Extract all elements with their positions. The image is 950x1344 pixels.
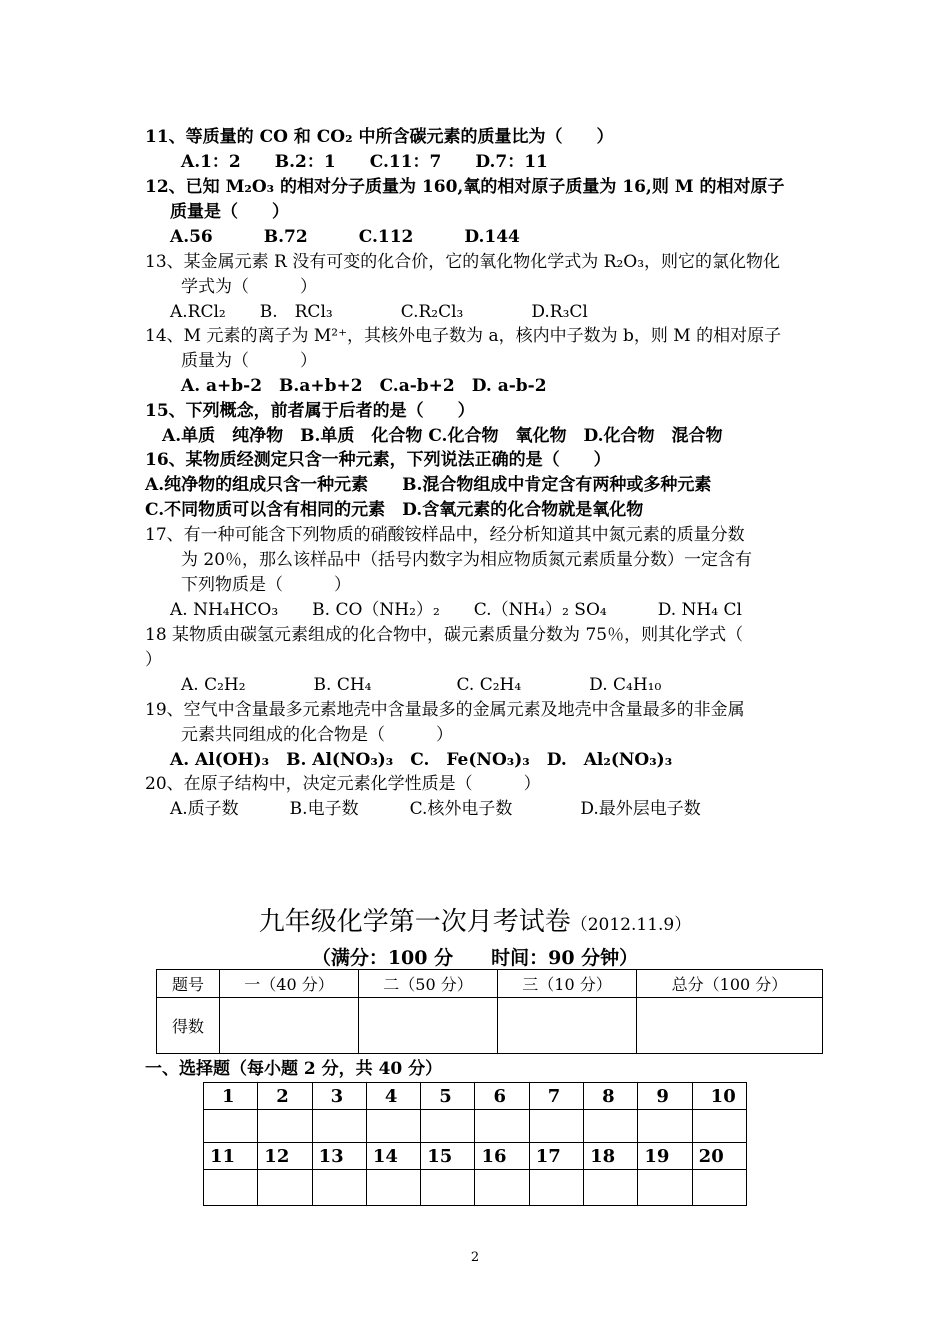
answer-number: 12 <box>258 1143 312 1170</box>
question-14-options: A. a+b-2 B.a+b+2 C.a-b+2 D. a-b-2 <box>181 376 547 396</box>
score-cell[interactable] <box>637 998 823 1054</box>
answer-cell[interactable] <box>692 1170 746 1206</box>
exam-date: （2012.11.9） <box>570 915 692 935</box>
answer-number: 1 <box>204 1083 258 1110</box>
answer-cell[interactable] <box>312 1170 366 1206</box>
score-header-label: 题号 <box>157 970 220 998</box>
answer-number: 15 <box>421 1143 475 1170</box>
question-13-options: A.RCl₂ B. RCl₃ C.R₂Cl₃ D.R₃Cl <box>170 302 588 322</box>
question-20-options: A.质子数 B.电子数 C.核外电子数 D.最外层电子数 <box>170 799 701 819</box>
answer-number: 8 <box>584 1083 638 1110</box>
answer-cell[interactable] <box>475 1110 529 1143</box>
answer-number: 4 <box>366 1083 420 1110</box>
question-17-cont: 为 20％，那么该样品中（括号内数字为相应物质氮元素质量分数）一定含有 <box>181 550 753 570</box>
score-table <box>156 969 823 1054</box>
answer-cell[interactable] <box>366 1110 420 1143</box>
answer-number: 19 <box>638 1143 692 1170</box>
answer-number: 2 <box>258 1083 312 1110</box>
exam-subtitle: （满分：100 分 时间：90 分钟） <box>311 947 639 969</box>
score-cell[interactable] <box>498 998 637 1054</box>
answer-number: 6 <box>475 1083 529 1110</box>
question-13-cont: 学式为（ ） <box>181 277 317 297</box>
question-19-options: A. Al(OH)₃ B. Al(NO₃)₃ C. Fe(NO₃)₃ D. Al₂(NO₃)₃ <box>170 750 673 770</box>
score-cell[interactable] <box>220 998 359 1054</box>
question-19-cont: 元素共同组成的化合物是（ ） <box>181 725 453 745</box>
answer-cell[interactable] <box>529 1110 583 1143</box>
score-row-label: 得数 <box>157 998 220 1054</box>
answer-cell[interactable] <box>421 1170 475 1206</box>
question-15: 15、下列概念，前者属于后者的是（ ） <box>145 401 475 421</box>
answer-grid <box>203 1082 747 1206</box>
answer-cell[interactable] <box>204 1110 258 1143</box>
answer-cell[interactable] <box>312 1110 366 1143</box>
answer-number: 14 <box>366 1143 420 1170</box>
answer-cell[interactable] <box>258 1110 312 1143</box>
answer-cell[interactable] <box>692 1110 746 1143</box>
exam-title <box>0 905 950 942</box>
question-18-options: A. C₂H₂ B. CH₄ C. C₂H₄ D. C₄H₁₀ <box>181 675 662 695</box>
answer-number: 5 <box>421 1083 475 1110</box>
question-19: 19、空气中含量最多元素地壳中含量最多的金属元素及地壳中含量最多的非金属 <box>145 700 745 720</box>
question-14-cont: 质量为（ ） <box>181 351 317 371</box>
answer-number: 18 <box>584 1143 638 1170</box>
answer-cell[interactable] <box>638 1110 692 1143</box>
exam-title-text: 九年级化学第一次月考试卷 <box>258 907 571 937</box>
answer-number: 7 <box>529 1083 583 1110</box>
answer-number: 11 <box>204 1143 258 1170</box>
answer-number: 17 <box>529 1143 583 1170</box>
answer-number: 9 <box>638 1083 692 1110</box>
question-16-options-cd: C.不同物质可以含有相同的元素 D.含氧元素的化合物就是氧化物 <box>145 500 644 520</box>
score-header-part2: 二（50 分） <box>359 970 498 998</box>
answer-cell[interactable] <box>258 1170 312 1206</box>
answer-number: 13 <box>312 1143 366 1170</box>
score-header-part3: 三（10 分） <box>498 970 637 998</box>
answer-cell[interactable] <box>366 1170 420 1206</box>
score-header-part1: 一（40 分） <box>220 970 359 998</box>
answer-cell[interactable] <box>584 1110 638 1143</box>
question-16: 16、某物质经测定只含一种元素，下列说法正确的是（ ） <box>145 450 611 470</box>
question-20: 20、在原子结构中，决定元素化学性质是（ ） <box>145 774 541 794</box>
question-15-options: A.单质 纯净物 B.单质 化合物 C.化合物 氧化物 D.化合物 混合物 <box>162 426 723 446</box>
question-13: 13、某金属元素 R 没有可变的化合价，它的氧化物化学式为 R₂O₃，则它的氯化物化 <box>145 252 781 272</box>
score-cell[interactable] <box>359 998 498 1054</box>
answer-number: 3 <box>312 1083 366 1110</box>
question-17-cont2: 下列物质是（ ） <box>181 575 351 595</box>
answer-cell[interactable] <box>421 1110 475 1143</box>
question-17: 17、有一种可能含下列物质的硝酸铵样品中，经分析知道其中氮元素的质量分数 <box>145 525 745 545</box>
question-12-cont: 质量是（ ） <box>170 202 289 222</box>
question-11-options: A.1：2 B.2：1 C.11：7 D.7：11 <box>181 152 548 172</box>
question-12-options: A.56 B.72 C.112 D.144 <box>170 227 520 247</box>
answer-cell[interactable] <box>638 1170 692 1206</box>
question-12: 12、已知 M₂O₃ 的相对分子质量为 160,氧的相对原子质量为 16,则 M 的相对原子 <box>145 177 785 197</box>
answer-cell[interactable] <box>204 1170 258 1206</box>
answer-number: 16 <box>475 1143 529 1170</box>
question-18: 18 某物质由碳氢元素组成的化合物中，碳元素质量分数为 75％，则其化学式（ <box>145 625 744 645</box>
question-14: 14、M 元素的离子为 M²⁺，其核外电子数为 a，核内中子数为 b，则 M 的相对原子 <box>145 326 782 346</box>
answer-number: 10 <box>692 1083 746 1110</box>
question-18-cont: ） <box>145 650 162 670</box>
question-16-options-ab: A.纯净物的组成只含一种元素 B.混合物组成中肯定含有两种或多种元素 <box>145 475 712 495</box>
page-number: 2 <box>470 1250 480 1265</box>
answer-cell[interactable] <box>529 1170 583 1206</box>
answer-cell[interactable] <box>584 1170 638 1206</box>
score-header-total: 总分（100 分） <box>637 970 823 998</box>
question-11: 11、等质量的 CO 和 CO₂ 中所含碳元素的质量比为（ ） <box>145 127 614 147</box>
answer-cell[interactable] <box>475 1170 529 1206</box>
section-1-heading: 一、选择题（每小题 2 分，共 40 分） <box>145 1059 443 1079</box>
answer-number: 20 <box>692 1143 746 1170</box>
question-17-options: A. NH₄HCO₃ B. CO（NH₂）₂ C.（NH₄）₂ SO₄ D. NH₄ Cl <box>170 600 742 620</box>
